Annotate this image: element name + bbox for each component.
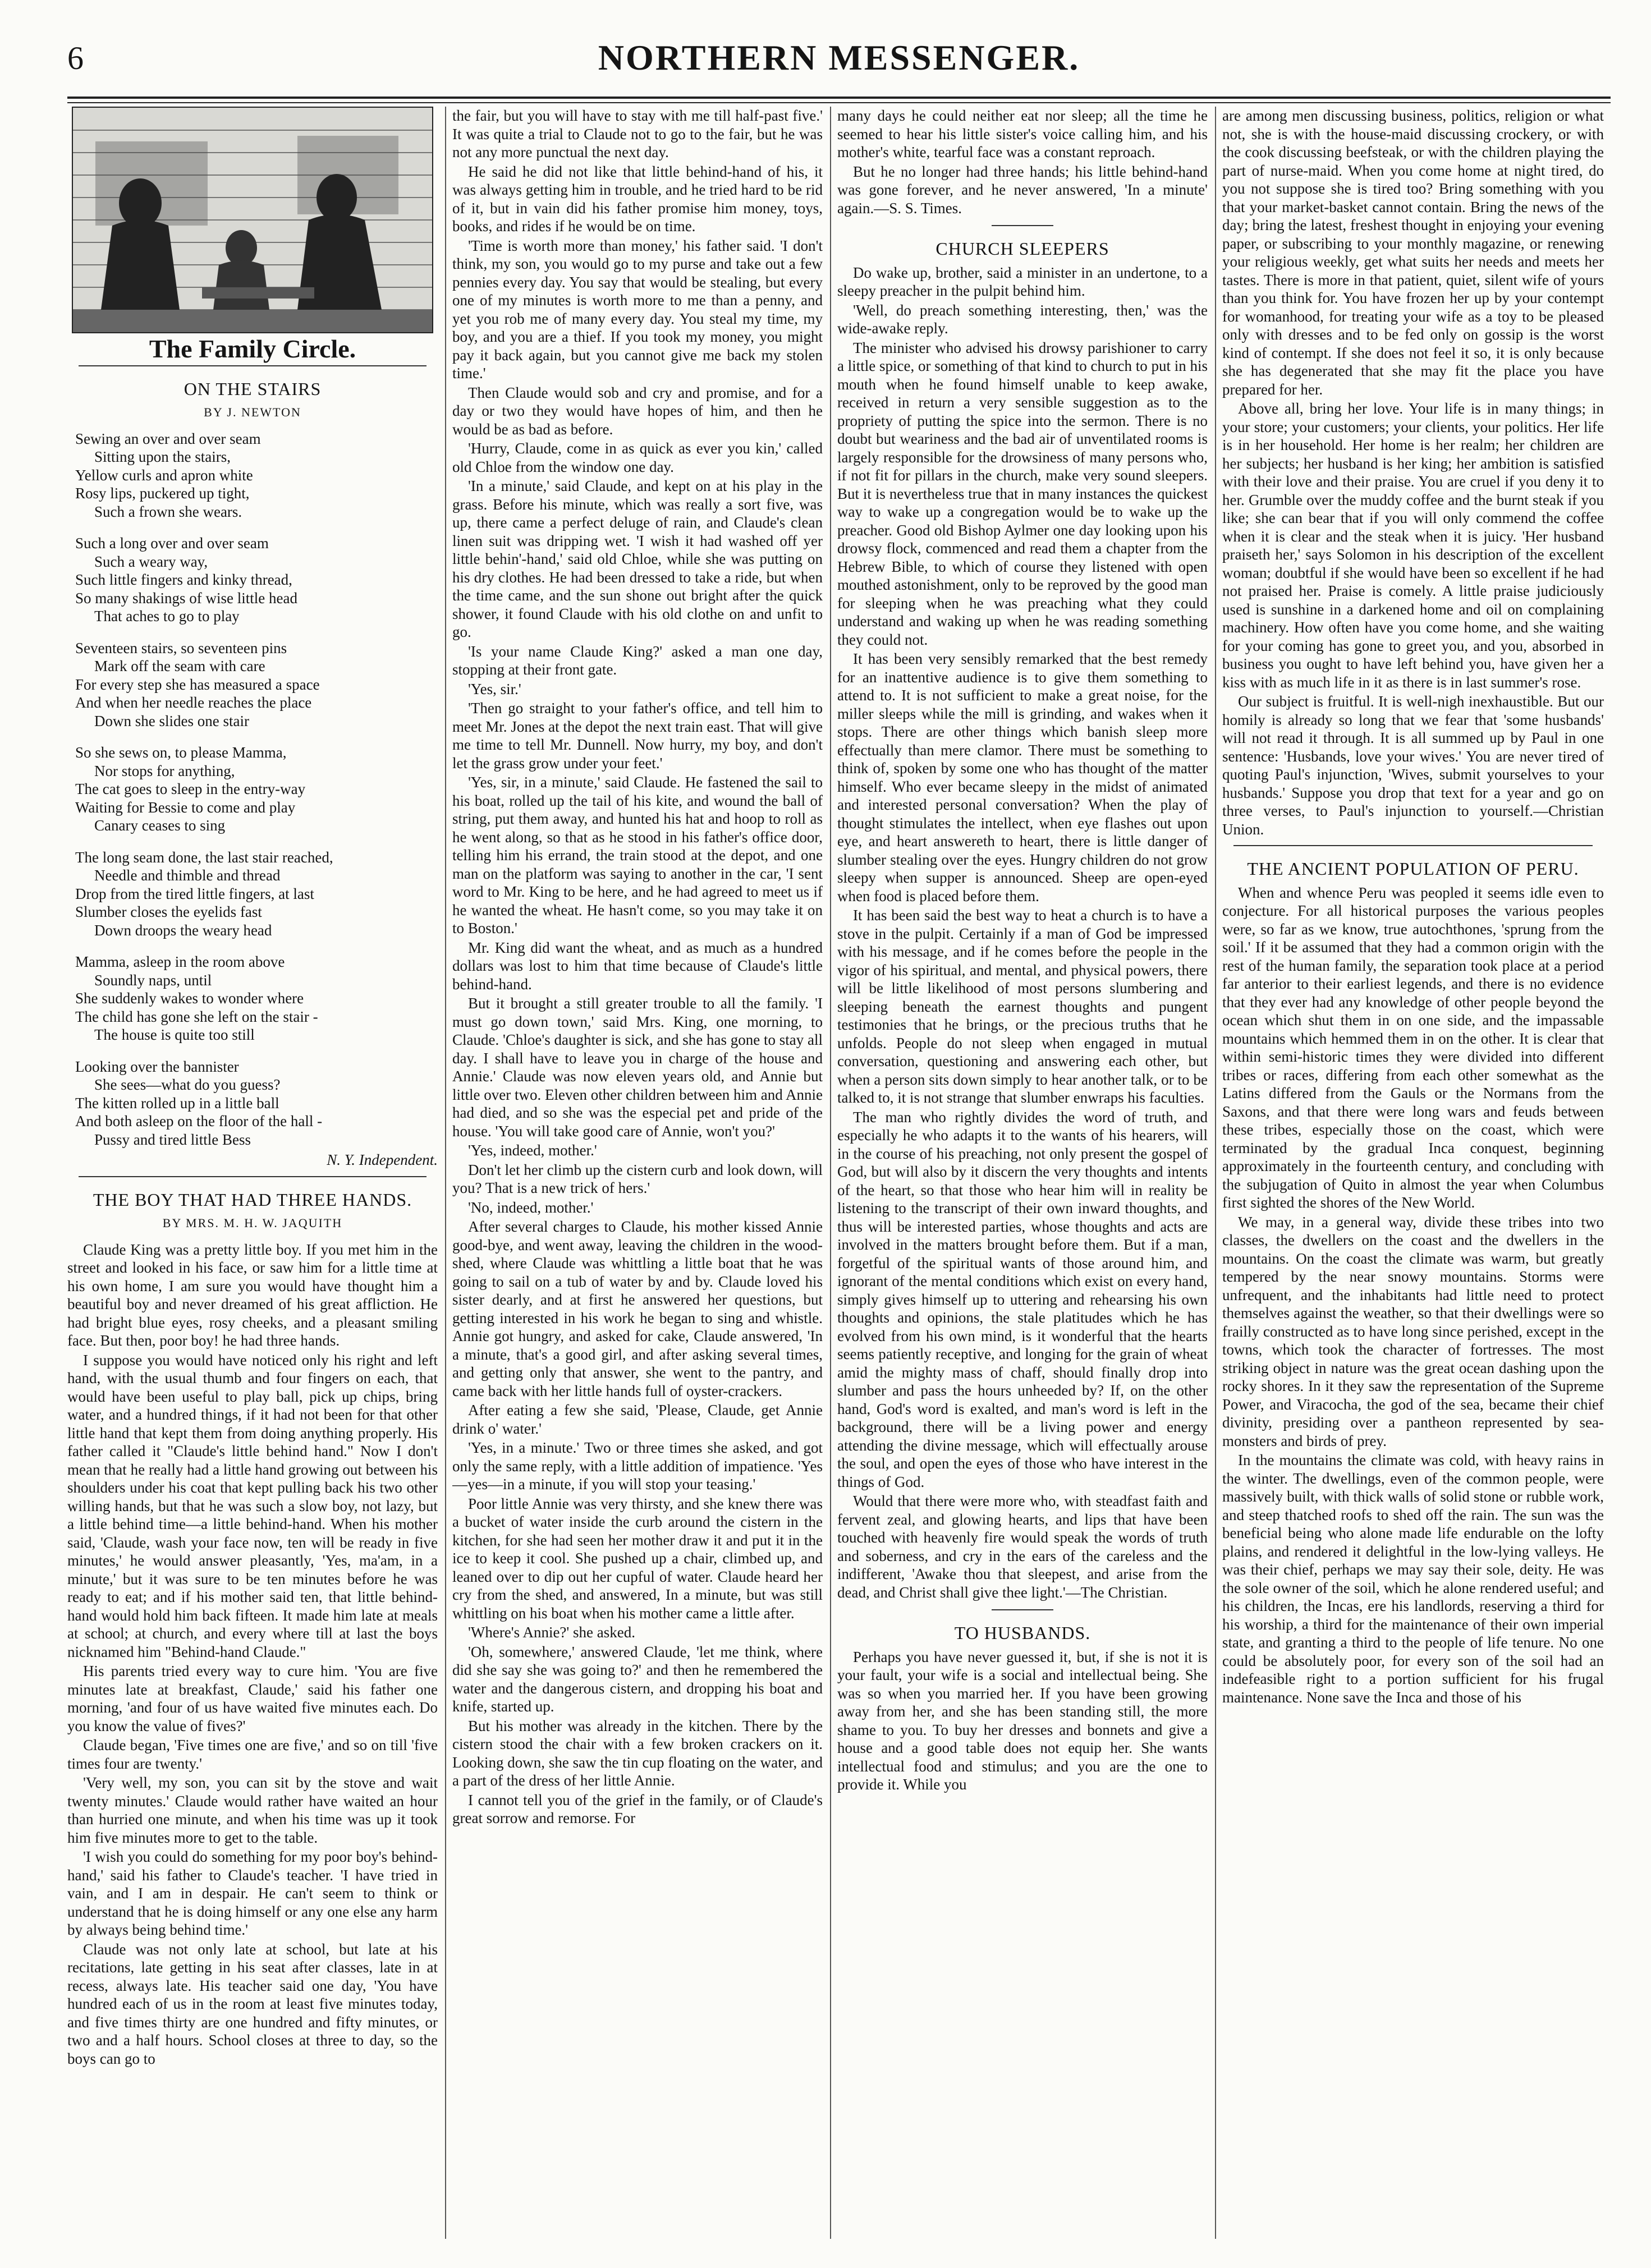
poem-line: She suddenly wakes to wonder where [75, 990, 304, 1007]
paragraph: 'Hurry, Claude, come in as quick as ever you kin,' called old Chloe from the window one day. [452, 440, 823, 475]
section-title-peru: THE ANCIENT POPULATION OF PERU. [1247, 858, 1579, 879]
paragraph: Claude was not only late at school, but late at his recitations, late getting in his seat after classes, late in at recess, always late. His teacher said one day, 'You have hundred each of us in the room at least five minutes today, and five times thirty are one hundred and fifty minutes, or two and a half hours. School closes at three to day, so the boys can go to [67, 1940, 438, 2067]
paragraph: 'Oh, somewhere,' answered Claude, 'let me think, where did she say she was going to?' and then he remembered the water and the dangerous cistern, and dropping his boat and knife, started up. [452, 1643, 823, 1715]
family-circle-heading: The Family Circle. [149, 334, 356, 363]
poem-line: And both asleep on the floor of the hall - [75, 1113, 323, 1130]
divider [79, 1176, 426, 1177]
column-separator [830, 107, 831, 2239]
page-header [67, 34, 1611, 95]
paragraph: 'Yes, in a minute.' Two or three times she asked, and got only the same reply, with a little addition of impatience. 'Yes—yes—in a minute, if you will stop your teasing.' [452, 1439, 823, 1493]
header-rule [67, 97, 1611, 103]
poem-line: Soundly naps, until [94, 971, 212, 989]
paragraph: 'Yes, sir, in a minute,' said Claude. He fastened the sail to his boat, rolled up the tail of his kite, and wound the ball of string, put them away, and hunted his hat and hoop to roll as he went along, so that as he stood in his father's office door, telling him his errand, the train stood at the depot, and one man on the platform was saying to another in the car, 'I sent word to Mr. King to be here, and he had agreed to meet us if he wanted the wheat. He hasn't come, so you may take it on to Boston.' [452, 774, 823, 936]
masthead-title: NORTHERN MESSENGER. [598, 38, 1080, 77]
paragraph: But he no longer had three hands; his little behind-hand was gone forever, and he never answered, 'In a minute' again.—S. S. Times. [837, 163, 1208, 217]
paragraph: 'Time is worth more than money,' his father said. 'I don't think, my son, you would go to my purse and take out a few pennies every day. You say that would be stealing, but every one of my minutes is worth more to me than a penny, and yet you rob me of many every day. You steal my time, my boy, and you are a thief. If you took my money, you might pay it back again, but you cannot give me back my stolen time.' [452, 237, 823, 382]
paragraph: 'Well, do preach something interesting, then,' was the wide-awake reply. [837, 301, 1208, 337]
paragraph: Perhaps you have never guessed it, but, if she is not it is your fault, your wife is a social and intellectual being. She was so when you married her. If you have been growing away from her, and she has been standing still, the more shame to you. To buy her dresses and bonnets and give a house and a good table does not equip her. She wants intellectual food and stimulus; and you are the one to provide it. While you [837, 1648, 1208, 1793]
poem-line: Rosy lips, puckered up tight, [75, 485, 250, 502]
poem-line: Mamma, asleep in the room above [75, 953, 285, 970]
poem-line: Looking over the bannister [75, 1058, 239, 1075]
poem-line: Drop from the tired little fingers, at last [75, 885, 314, 902]
divider [992, 225, 1053, 226]
paragraph: I cannot tell you of the grief in the family, or of Claude's great sorrow and remorse. For [452, 1791, 823, 1826]
poem-line: Such a long over and over seam [75, 535, 269, 552]
poem-body [67, 430, 438, 1149]
poem-line: Such little fingers and kinky thread, [75, 571, 292, 588]
poem-stanza [75, 848, 438, 940]
paragraph: Poor little Annie was very thirsty, and she knew there was a bucket of water inside the curb around the cistern in the kitchen, for she had seen her mother draw it and put it in the ice to keep it cool. She pushed up a chair, climbed up, and leaned over to dip out her cupful of water. Claude heard her cry from the shed, and answered, In a minute, but was still whittling on his boat when his mother came a little after. [452, 1495, 823, 1622]
poem-title: ON THE STAIRS [184, 378, 322, 399]
paragraph: Our subject is fruitful. It is well-nigh inexhaustible. But our homily is already so long that we fear that 'some husbands' will not read it through. It is all summed up by Paul in one sentence: 'Husbands, love your wives.' You are never tired of quoting Paul's injunction, 'Wives, submit yourselves to your husbands.' Suppose you drop that text for a year and go on three verses, to Paul's injunction to yourself.—Christian Union. [1222, 693, 1604, 838]
poem-line: Pussy and tired little Bess [94, 1131, 251, 1148]
paragraph: 'Very well, my son, you can sit by the stove and wait twenty minutes.' Claude would rather have waited an hour than hurried one minute, and when his time was up it took him five minutes more to get to the table. [67, 1774, 438, 1846]
paragraph: When and whence Peru was peopled it seems idle even to conjecture. For all historical purposes the various peoples were, so far as we know, true autochthones, 'sprung from the soil.' If it be assumed that they had a common origin with the rest of the human family, the separation took place at a period far anterior to their earliest legends, and there is no evidence that they ever had any knowledge of other people beyond the ocean which shut them in on one side, and the impassable mountains which hemmed them in on the other. It is clear that within semi-historic times they were divided into different tribes or races, differing from each other somewhat as the Latins differed from the Gauls or the Normans from the Saxons, and that there were long wars and feuds between these tribes, especially those on the coast, which were terminated by the gradual Inca conquest, beginning approximately in the fourteenth century, and concluding with the subjugation of Quito in almost the year when Columbus first sighted the shores of the New World. [1222, 884, 1604, 1211]
paragraph: 'Where's Annie?' she asked. [468, 1624, 635, 1641]
poem-line: Seventeen stairs, so seventeen pins [75, 639, 287, 656]
column-2 [452, 107, 823, 2239]
paragraph: But it brought a still greater trouble to all the family. 'I must go down town,' said Mrs. King, one morning, to Claude. 'Chloe's daughter is sick, and she has gone to stay all day. I shall have to leave you in charge of the house and Annie.' Claude was now eleven years old, and Annie but little over two. Eleven other children between him and Annie had died, and so she was the especial pet and pride of the house. 'You will take good care of Annie, won't you?' [452, 995, 823, 1140]
column-4 [1222, 107, 1604, 2239]
paragraph: It has been said the best way to heat a church is to have a stove in the pulpit. Certainly if a man of God be impressed with his message, and if he comes before the people in the vigor of his spiritual, and mental, and physical powers, there will be little likelihood of most persons slumbering and sleeping beneath the earnest thoughts and pungent testimonies that he brings, or the precious truths that he unfolds. People do not sleep when engaged in mutual conversation, questioning and answering each other, but when a person sits down simply to hear another talk, or to be talked to, it is not strange that slumber enwraps his faculties. [837, 907, 1208, 1106]
paragraph: It has been very sensibly remarked that the best remedy for an inattentive audience is to give them something to attend to. It is not sufficient to make a great noise, for the miller sleeps while the mill is grinding, and wakes when it stops. There are other things which banish sleep more effectually than mere clamor. There must be something to think of, spoken by some one who has thought of the matter himself. Who ever became sleepy in the midst of animated and interested personal conversation? When the play of thought stimulates the intellect, when eye flashes out upon eye, and heart answereth to heart, there is little danger of slumber stealing over the eyes. Hungry children do not grow sleepy when supper is announced. Sheep are open-eyed when food is placed before them. [837, 650, 1208, 905]
poem-line: Nor stops for anything, [94, 762, 235, 779]
poem-line: Canary ceases to sing [94, 817, 226, 834]
divider [992, 1609, 1053, 1610]
poem-line: Down she slides one stair [94, 712, 249, 729]
paragraph: Above all, bring her love. Your life is in many things; in your store; your customers; your clients, your politics. Her life is in her household. Her home is her realm; her children are her subjects; her husband is her king; her ambition is satisfied with their love and their praise. You are cruel if you deny it to her. Grumble over the muddy coffee and the burnt steak if you like; she can bear that if you will only commend the coffee when it is clear and the steak when it is juicy. 'Her husband praiseth her,' says Solomon in his description of the excellent woman; doubtful if she would have been so excellent if he had not praised her. Praise is comely. A little praise judiciously used is sunshine in a darkened home and oil on complaining machinery. How often have you come home, and she waiting for your coming has gone to greet you, and you, absorbed in business you ought to have left behind you, have given her a kiss with as much life in it as there is in last summer's rose. [1222, 400, 1604, 691]
family-circle-illustration [72, 107, 433, 333]
paragraph: The man who rightly divides the word of truth, and especially he who adapts it to the wants of his hearers, will in the course of his preaching, not only present the gospel of God, but will also by it discern the very thoughts and intents of the heart, so that those who hear him will in reality be listening to the transcript of their own inward thoughts, and thus will be interested parties, whose thoughts and acts are involved in the matters brought before them. But if a man, forgetful of the spiritual wants of those around him, and ignorant of the mental conditions which exist on every hand, simply gives himself up to uttering and rehearsing his own thoughts and opinions, the stale platitudes which he has evolved from his own mind, is it wonderful that the hearts seems patiently receptive, and longing for the grain of wheat amid the mighty mass of chaff, should finally drop into slumber and pass the hours unheeded by? If, on the other hand, God's word is exalted, and man's word is left in the background, there will be a living power and energy attending the divine message, which will effectually arouse the soul, and open the eyes of those who have interest in the things of God. [837, 1108, 1208, 1490]
poem-author: BY J. NEWTON [204, 405, 301, 419]
section-title-to-husbands: TO HUSBANDS. [954, 1623, 1091, 1643]
poem-line: Slumber closes the eyelids fast [75, 903, 262, 920]
poem-line: Yellow curls and apron white [75, 466, 253, 484]
paragraph: Would that there were more who, with steadfast faith and fervent zeal, and glowing hearts, and lips that have been touched with heavenly fire would speak the words of truth and soberness, and cry in the ears of the careless and the indifferent, 'Awake thou that sleepest, and arise from the dead, and Christ shall give thee light.'—The Christian. [837, 1493, 1208, 1601]
column-1 [67, 107, 438, 2239]
paragraph: The minister who advised his drowsy parishioner to carry a little spice, or something of that kind to church to put in his mouth when he found himself unable to keep awake, received in return a very sensible suggestion as to the propriety of putting the spice into the sermon. There is no doubt but weariness and the bad air of unventilated rooms is largely responsible for the drowsiness of many persons who, if not fit for pillars in the church, make very sound sleepers. But it is nevertheless true that in many instances the quickest way to wake up a congregation would be to wake up the preacher. Good old Bishop Aylmer one day looking upon his drowsy flock, commenced and read them a chapter from the Hebrew Bible, to which of course they listened with open mouthed astonishment, only to be reproved by the good man for sleeping when he was preaching what they could understand and waking up when he was reading something they could not. [837, 339, 1208, 648]
paragraph: Claude began, 'Five times one are five,' and so on till 'five times four are twenty.' [67, 1737, 438, 1772]
page-number: 6 [67, 40, 84, 76]
paragraph: His parents tried every way to cure him. 'You are five minutes late at breakfast, Claude,' said his father one morning, 'and four of us have waited five minutes each. Do you know the value of fives?' [67, 1663, 438, 1734]
paragraph: But his mother was already in the kitchen. There by the cistern stood the chair with a few broken crackers on it. Looking down, she saw the tin cup floating on the water, and a part of the dress of her little Annie. [452, 1717, 823, 1789]
poem-line: And when her needle reaches the place [75, 694, 312, 711]
poem-line: The kitten rolled up in a little ball [75, 1094, 279, 1112]
poem-line: The house is quite too still [94, 1026, 255, 1043]
poem-line: Sitting upon the stairs, [94, 448, 231, 465]
paragraph: After eating a few she said, 'Please, Claude, get Annie drink o' water.' [452, 1402, 823, 1437]
paragraph: 'No, indeed, mother.' [468, 1199, 594, 1216]
poem-stanza [75, 1058, 438, 1149]
poem-stanza [75, 953, 438, 1044]
paragraph: 'I wish you could do something for my poor boy's behind-hand,' said his father to Claude's teacher. 'I have tried in vain, and I am in despair. He can't seem to think or understand that he is doing himself or any one else any harm by always being behind time.' [67, 1848, 438, 1938]
poem-line: For every step she has measured a space [75, 676, 320, 693]
poem-line: Sewing an over and over seam [75, 430, 261, 447]
paragraph: Then Claude would sob and cry and promise, and for a day or two they would have hopes of him, and then he would be as bad as before. [452, 384, 823, 438]
poem-line: The long seam done, the last stair reached, [75, 848, 333, 866]
paragraph: After several charges to Claude, his mother kissed Annie good-bye, and went away, leaving the children in the wood-shed, where Claude was whittling a little boat that he was going to sail on a tub of water by and by. Claude loved his sister dearly, and at first he answered her questions, but getting interested in his work he began to sing and whistle. Annie got hungry, and asked for cake, Claude answered, 'In a minute, that's a good girl, and after asking several times, and getting only that answer, she went to the pantry, and came back with her little hands full of oyster-crackers. [452, 1218, 823, 1399]
poem-line: She sees—what do you guess? [94, 1076, 281, 1093]
paragraph: 'Yes, sir.' [468, 680, 521, 697]
poem-line: The child has gone she left on the stair - [75, 1008, 318, 1025]
paragraph: I suppose you would have noticed only his right and left hand, with the usual thumb and four fingers on each, that would have been useful to play ball, pick up chips, bring water, and a hundred things, if it had not been for that other little hand that kept them from doing anything properly. His father called it "Claude's little behind hand." Now I don't mean that he really had a little hand growing out between his shoulders under his coat that kept pulling back his two other willing hands, but that he was such a slow boy, not lazy, but a little behind time—a little behind-hand. When his mother said, 'Claude, wash your face now, ten will be ready in five minutes,' he would answer pleasantly, 'Yes, ma'am, in a minute,' but it was sure to be ten minutes before he was ready to eat; and if his mother said ten, that little behind-hand would hold him back fifteen. It made him late at meals at school; at church, and every where till at last the boys nicknamed him "Behind-hand Claude." [67, 1351, 438, 1660]
poem-line: Waiting for Bessie to come and play [75, 798, 296, 816]
section-title-church-sleepers: CHURCH SLEEPERS [935, 238, 1109, 259]
poem-line: Such a frown she wears. [94, 503, 242, 520]
story-title: THE BOY THAT HAD THREE HANDS. [93, 1189, 412, 1210]
paragraph: the fair, but you will have to stay with me till half-past five.' It was quite a trial to Claude not to go to the fair, but he was not any more punctual the next day. [452, 107, 823, 160]
paragraph: 'Is your name Claude King?' asked a man one day, stopping at their front gate. [452, 642, 823, 678]
poem-line: Such a weary way, [94, 553, 208, 570]
poem-source: N. Y. Independent. [327, 1151, 438, 1168]
paragraph: Claude King was a pretty little boy. If you met him in the street and looked in his face, or saw him for a little time at his own home, I am sure you would have thought him a beautiful boy and never dreamed of his great affliction. He had bright blue eyes, rosy cheeks, and a pleasant smiling face. But then, poor boy! he had three hands. [67, 1241, 438, 1349]
column-separator [1215, 107, 1216, 2239]
paragraph: Don't let her climb up the cistern curb and look down, will you? That is a new trick of hers.' [452, 1161, 823, 1196]
paragraph: Mr. King did want the wheat, and as much as a hundred dollars was lost to him that time because of Claude's little behind-hand. [452, 939, 823, 993]
paragraph: are among men discussing business, politics, religion or what not, she is with the house-maid discussing crockery, or with the cook discussing beefsteak, or with the children playing the part of nurse-maid. When you come home at night tired, do you not suppose she is tired too? Bring something with you that your market-basket cannot contain. Bring the news of the day; bring the latest, freshest thought in enjoying your evening paper, or subscribing to your monthly magazine, or renewing your religious weekly, get what suits her needs and meets her tastes. There is more in that patient, quiet, silent wife of yours than you think for. You have frozen her up by your contempt for womanhood, for treating your wife as a toy to be pleased only with dresses and to be fed only on gossip is the worst kind of contempt. If she does not feel it so, it is only because she has degenerated that she may fit the place you have prepared for her. [1222, 107, 1604, 398]
poem-line: Mark off the seam with care [94, 658, 265, 674]
paragraph: Do wake up, brother, said a minister in an undertone, to a sleepy preacher in the pulpit behind him. [837, 264, 1208, 299]
poem-line: Needle and thimble and thread [94, 867, 281, 884]
paragraph: He said he did not like that little behind-hand of his, it was always getting him in trouble, and he tried hard to be rid of it, but in vain did his father promise him money, toys, books, and rides if he would be on time. [452, 163, 823, 235]
poem-line: So many shakings of wise little head [75, 589, 297, 607]
poem-line: The cat goes to sleep in the entry-way [75, 781, 306, 797]
story-author: BY MRS. M. H. W. JAQUITH [162, 1216, 343, 1230]
column-separator [445, 107, 446, 2239]
poem-stanza [75, 639, 438, 731]
paragraph: 'Yes, indeed, mother.' [468, 1142, 597, 1159]
paragraph: 'Then go straight to your father's office, and tell him to meet Mr. Jones at the depot the next train east. That will give me time to tell Mr. Dunnell. Now hurry, my boy, and don't let the grass grow under your feet.' [452, 700, 823, 772]
divider [1233, 845, 1593, 846]
paragraph: In the mountains the climate was cold, with heavy rains in the winter. The dwellings, even of the common people, were massively built, with thick walls of solid stone or rubble work, and steep thatched roofs to shed off the rain. The sun was the beneficial being who alone made life endurable on the lofty plains, and rendered it delightful in the low-lying valleys. He was their chief, perhaps we may say their sole, deity. He was the sole owner of the soil, which he alone rendered useful; and his children, the Incas, ere his landlords, reserving a third for his worship, a third for the maintenance of their own imperial state, and granting a third to the people of life tenure. No one could be absolutely poor, for every son of the soil had an indefeasible right to a portion sufficient for his frugal maintenance. None save the Inca and those of his [1222, 1452, 1604, 1706]
paragraph: 'In a minute,' said Claude, and kept on at his play in the grass. Before his minute, which was really a sort five, was up, there came a perfect deluge of rain, and Claude's clean linen suit was dripping wet. 'I wish it had washed off yer little behin'-hand,' said old Chloe, while she was putting on his dry clothes. He had been dressed to take a ride, but when the time came, and the sun shone out bright after the quick shower, it found Claude with his old clothe on and unfit to go. [452, 478, 823, 640]
paragraph: many days he could neither eat nor sleep; all the time he seemed to hear his little sister's voice calling him, and his mother's white, tearful face was a constant reproach. [837, 107, 1208, 160]
poem-stanza [75, 534, 438, 626]
poem-line: That aches to go to play [94, 608, 240, 625]
paragraph: We may, in a general way, divide these tribes into two classes, the dwellers on the coast and the dwellers in the mountains. On the coast the climate was warm, but greatly tempered by the near snowy mountains. Storms were unfrequent, and the inhabitants had little need to protect themselves against the weather, so that their dwellings were so frailly constructed as to have long since perished, except in the towns, which took the character of fortresses. The most striking object in nature was the great ocean dashing upon the rocky shores. In it they saw the representation of the Supreme Power, and Viracocha, the god of the sea, became their chief divinity, presiding over a pantheon represented by sea-monsters and birds of prey. [1222, 1213, 1604, 1449]
divider [79, 365, 426, 366]
poem-stanza [75, 743, 438, 835]
column-3 [837, 107, 1208, 2239]
poem-line: Down droops the weary head [94, 921, 272, 939]
poem-line: So she sews on, to please Mamma, [75, 744, 287, 761]
poem-stanza [75, 430, 438, 521]
